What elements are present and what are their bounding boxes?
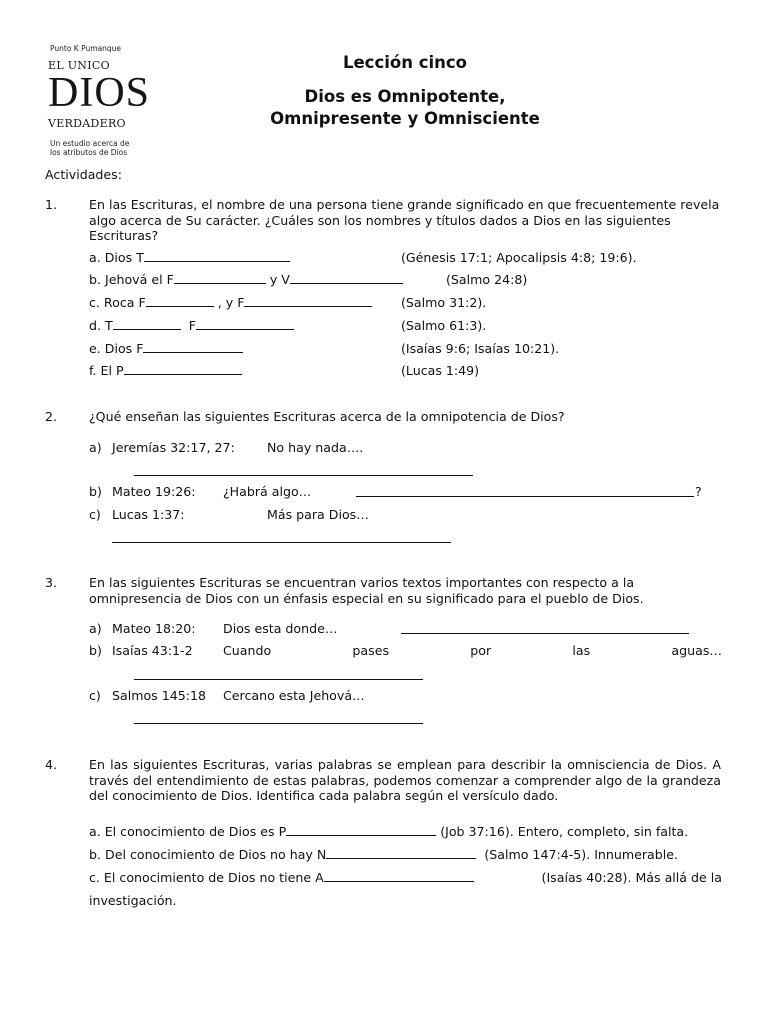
q3-b-ref: Isaías 43:1-2 xyxy=(112,643,193,658)
q2-a-text: No hay nada…. xyxy=(267,440,364,455)
q1-b-blank-1[interactable] xyxy=(174,272,266,284)
q1-f-blank[interactable] xyxy=(124,363,242,375)
page-title-line2: Omnipresente y Omnisciente xyxy=(270,109,540,128)
page-title-line1: Dios es Omnipotente, xyxy=(304,87,506,106)
q1-f-ref: (Lucas 1:49) xyxy=(401,363,480,378)
q3-c-ref: Salmos 145:18 xyxy=(112,688,207,703)
q1-c-blank-1[interactable] xyxy=(146,295,214,307)
q1-item-c xyxy=(89,295,372,311)
q3-b-answer-line[interactable] xyxy=(134,679,423,680)
q2-c-ref: Lucas 1:37: xyxy=(112,507,185,522)
q1-a-label: a. Dios T xyxy=(89,250,144,265)
q1-d-blank-2[interactable] xyxy=(196,318,294,330)
q3-a-ref: Mateo 18:20: xyxy=(112,621,196,636)
q4-number: 4. xyxy=(45,757,58,772)
q3-a-marker: a) xyxy=(89,621,102,636)
q2-c-marker: c) xyxy=(89,507,101,522)
q1-item-f xyxy=(89,363,242,379)
q3-b-text: Cuando pases por las aguas… xyxy=(223,643,722,658)
q4-c-continuation: investigación. xyxy=(89,893,177,908)
q2-b-answer-line[interactable] xyxy=(356,496,694,497)
q3-c-answer-line[interactable] xyxy=(134,723,423,724)
logo-author: Punto K Pumanque xyxy=(50,44,122,53)
q1-item-e xyxy=(89,341,243,357)
q2-b-text: ¿Habrá algo… xyxy=(223,484,312,499)
q1-number: 1. xyxy=(45,197,58,212)
q2-number: 2. xyxy=(45,409,58,424)
q3-a-answer-line[interactable] xyxy=(401,633,689,634)
q1-d-ref: (Salmo 61:3). xyxy=(401,318,487,333)
q2-b-end: ? xyxy=(695,484,702,499)
q3-text: En las siguientes Escrituras se encuentran varios textos importantes con respecto a la omnipresencia de Dios con un énfasis especial en su significado para el pueblo de Dios. xyxy=(89,575,644,606)
q4-c-label: c. El conocimiento de Dios no tiene A xyxy=(89,870,474,886)
q1-b-ref: (Salmo 24:8) xyxy=(446,272,528,287)
q2-a-ref: Jeremías 32:17, 27: xyxy=(112,440,235,455)
q1-b-blank-2[interactable] xyxy=(290,272,403,284)
q4-c-rest: (Isaías 40:28). Más allá de la xyxy=(541,870,722,885)
q1-item-b xyxy=(89,272,403,288)
q3-a-text: Dios esta donde… xyxy=(223,621,338,636)
q4-b-label: b. Del conocimiento de Dios no hay N xyxy=(89,847,327,862)
q1-e-blank[interactable] xyxy=(143,341,243,353)
q1-b-label: b. Jehová el F xyxy=(89,272,174,287)
logo-tagline-1: Un estudio acerca de xyxy=(50,139,130,148)
q3-c-text: Cercano esta Jehová… xyxy=(223,688,365,703)
q1-e-ref: (Isaías 9:6; Isaías 10:21). xyxy=(401,341,560,356)
q1-text: En las Escrituras, el nombre de una persona tiene grande significado en que frecuentemente revela algo acerca de Su carácter. ¿Cuáles son los nombres y títulos dados a Dios en las siguientes Escrituras? xyxy=(89,197,720,243)
activities-label: Actividades: xyxy=(45,167,122,182)
q1-d-blank-1[interactable] xyxy=(113,318,181,330)
q2-c-text: Más para Dios… xyxy=(267,507,369,522)
q1-item-a xyxy=(89,250,290,266)
q1-e-label: e. Dios F xyxy=(89,341,144,356)
q4-a-blank[interactable] xyxy=(286,824,436,836)
q2-b-marker: b) xyxy=(89,484,102,499)
q1-c-label: c. Roca F xyxy=(89,295,146,310)
q3-b-marker: b) xyxy=(89,643,102,658)
logo-dios: DIOS xyxy=(48,70,151,116)
q1-a-blank[interactable] xyxy=(144,250,290,262)
q1-b-mid: y V xyxy=(269,272,290,287)
q1-a-ref: (Génesis 17:1; Apocalipsis 4:8; 19:6). xyxy=(401,250,637,265)
q1-c-mid: , y F xyxy=(217,295,245,310)
q1-f-label: f. El P xyxy=(89,363,124,378)
q4-a-rest: (Job 37:16). Entero, completo, sin falta. xyxy=(440,824,689,839)
q4-a-label: a. El conocimiento de Dios es P xyxy=(89,824,287,839)
logo-line1: EL UNICO xyxy=(48,59,110,72)
q2-a-marker: a) xyxy=(89,440,102,455)
q2-text: ¿Qué enseñan las siguientes Escrituras acerca de la omnipotencia de Dios? xyxy=(89,409,565,424)
q1-c-ref: (Salmo 31:2). xyxy=(401,295,487,310)
q3-c-marker: c) xyxy=(89,688,101,703)
lesson-title: Lección cinco xyxy=(342,53,468,72)
q4-b-blank[interactable] xyxy=(326,847,476,859)
q1-item-d xyxy=(89,318,294,334)
q2-a-answer-line[interactable] xyxy=(134,475,473,476)
q4-item-a xyxy=(89,824,688,840)
logo-tagline-2: los atributos de Dios xyxy=(50,148,128,157)
q1-c-blank-2[interactable] xyxy=(244,295,372,307)
logo-line3: VERDADERO xyxy=(48,117,126,130)
q4-b-rest: (Salmo 147:4-5). Innumerable. xyxy=(484,847,679,862)
q4-c-blank[interactable] xyxy=(324,870,474,882)
q4-text: En las siguientes Escrituras, varias palabras se emplean para describir la omnisciencia de Dios. A través del entendimiento de estas palabras, podemos comenzar a comprender algo de la grandeza del conocimiento de Dios. Identifica cada palabra según el versículo dado. xyxy=(89,757,721,803)
q1-d-mid: F xyxy=(188,318,196,333)
q2-b-ref: Mateo 19:26: xyxy=(112,484,196,499)
q3-number: 3. xyxy=(45,575,58,590)
q4-item-b xyxy=(89,847,678,863)
q1-d-label: d. T xyxy=(89,318,113,333)
q2-c-answer-line[interactable] xyxy=(112,542,451,543)
